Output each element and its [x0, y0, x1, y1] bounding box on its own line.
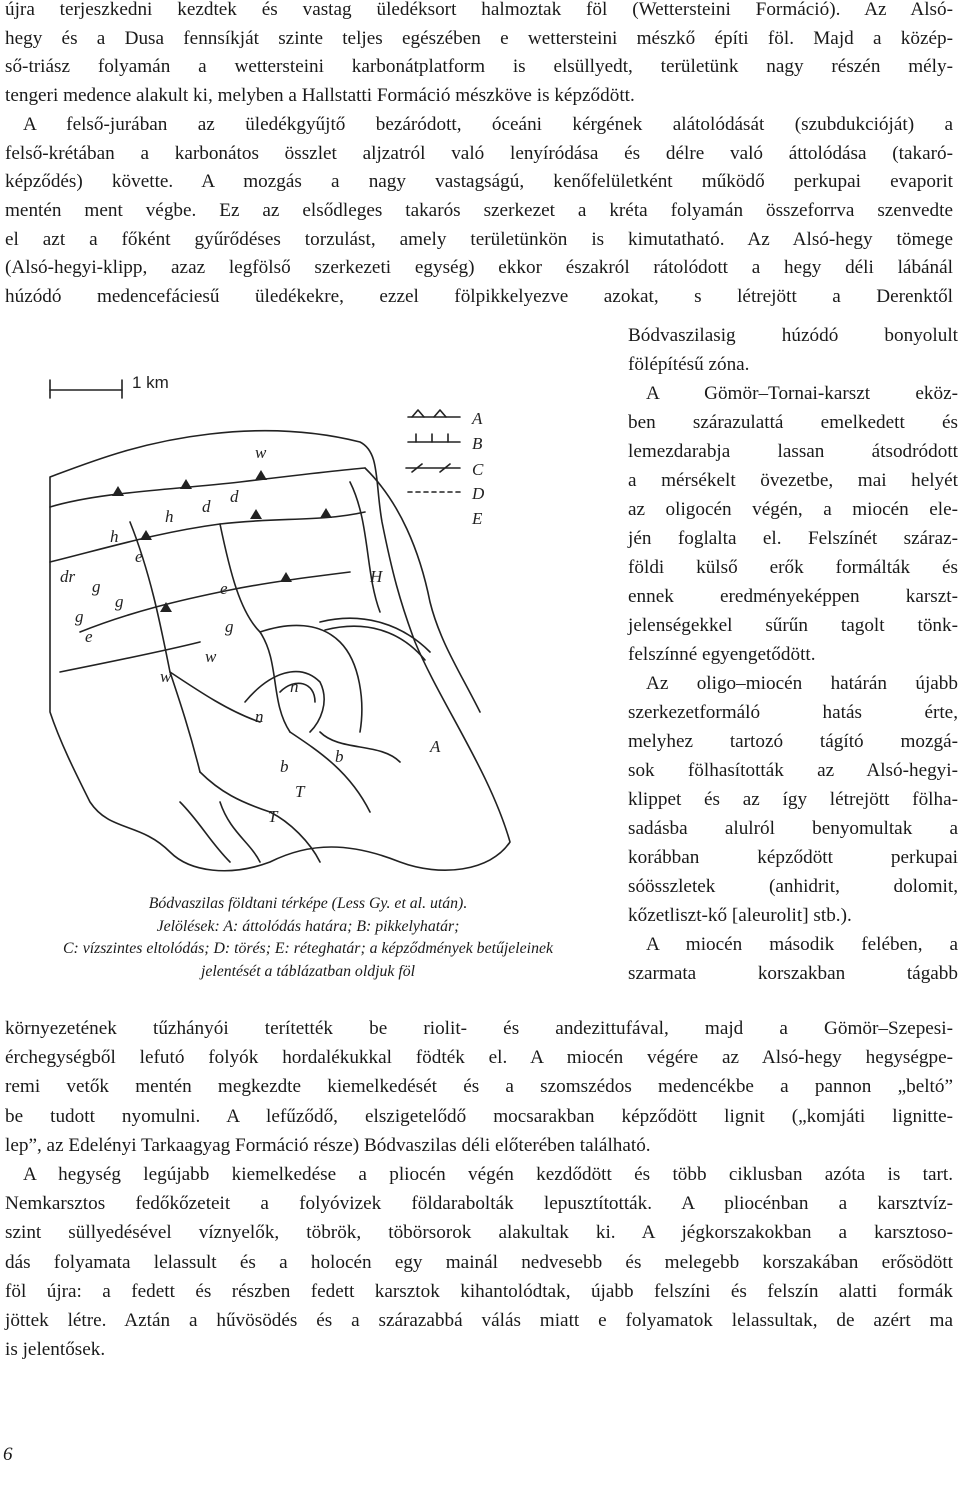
legend-label-c: C [472, 460, 484, 479]
text-line: A hegység legújabb kiemelkedése a pliocén végén kezdődött és több ciklusban azóta is tart. [23, 1164, 953, 1185]
unit-label: h [165, 507, 174, 526]
unit-label: d [202, 497, 211, 516]
text-line: a mérsékelt övezetbe, mai helyét [628, 470, 958, 491]
text-line: sok fölhasították az Alsó-hegyi- [628, 760, 958, 781]
scale-label: 1 km [132, 373, 169, 392]
text-line: sóösszletek (anhidrit, dolomit, [628, 876, 958, 897]
text-line: újra terjeszkedni kezdtek és vastag üledéksort halmoztak föl (Wettersteini Formáció). Az Alsó- [5, 0, 953, 20]
unit-label: dr [60, 567, 76, 586]
text-line: melyhez tartozó tágító mozgá- [628, 731, 958, 752]
text-line: tengeri medence alakult ki, melyben a Hallstatti Formáció mészköve is képződött. [5, 85, 635, 107]
unit-label: d [230, 487, 239, 506]
text-line: lemezdarabja lassan átsodródott [628, 441, 958, 462]
geologic-map-figure [20, 372, 516, 882]
text-line: felszínné egyengetődött. [628, 644, 816, 665]
text-line: fölépítésű zóna. [628, 354, 750, 375]
legend-label-e: E [472, 509, 483, 528]
text-line: jén foglalta el. Felszínét száraz- [628, 528, 958, 549]
unit-label: g [225, 617, 234, 636]
unit-label: e [220, 579, 228, 598]
text-line: képződés) követte. A mozgás a nagy vastagságú, kenőfelületként működő perkupai evaporit [5, 171, 953, 193]
text-line: klippet és az így létrejött fölha- [628, 789, 958, 810]
text-line: földi külső erők formálták és [628, 557, 958, 578]
text-line: érchegységből lefutó folyók hordalékukkal födték el. A miocén végére az Alsó-hegy hegységpe- [5, 1047, 953, 1069]
unit-label: e [135, 547, 143, 566]
caption-line: C: vízszintes eltolódás; D: törés; E: réteghatár; a képződmények betűjeleinek [62, 940, 553, 957]
unit-label: g [75, 607, 84, 626]
text-line: ennek eredményeképpen karszt- [628, 586, 958, 607]
text-line: felső-krétában a karbonátos összlet aljzatról való lenyíródása és délre való áttolódása (takaró- [5, 142, 953, 164]
unit-label: n [290, 677, 299, 696]
text-line: jelenségekkel sűrűn tagolt tönk- [628, 615, 958, 636]
text-line: be tudott nyomulni. A lefűződő, elszigetelődő mocsarakban képződött lignit („komjáti lignitte- [5, 1105, 953, 1127]
unit-label: e [85, 627, 93, 646]
text-line: A miocén második felében, a [646, 934, 958, 955]
legend-label-d: D [472, 484, 485, 503]
text-line: Nemkarsztos fedőkőzeteit a folyóvizek földarabolták lepusztították. A pliocénban a karsztvíz- [5, 1193, 953, 1215]
page-number: 6 [3, 1444, 13, 1465]
legend-label-a: A [472, 409, 483, 428]
text-line: Bódvaszilasig húzódó bonyolult [628, 325, 958, 346]
text-line: környezetének tűzhányói terítették be riolit- és andezittufával, majd a Gömör–Szepesi- [5, 1018, 953, 1039]
text-line: szint süllyedésével víznyelők, töbrök, töbörsorok alakultak ki. A jégkorszakokban a karsztoso- [5, 1222, 953, 1244]
text-line: kőzetliszt-kő [aleurolit] stb.). [628, 905, 852, 926]
geologic-map-svg [20, 372, 516, 882]
text-line: A Gömör–Tornai-karszt eköz- [646, 383, 958, 404]
text-line: az oligocén végén, a miocén ele- [628, 499, 958, 520]
text-line: szerkezetformáló hatás érte, [628, 702, 958, 723]
text-line: föl újra: a fedett és részben fedett karsztok kihantolódtak, újabb felszíni és felszín alatti formák [5, 1280, 953, 1302]
text-line: lep”, az Edelényi Tarkaagyag Formáció része) Bódvaszilas déli előterében található. [5, 1134, 651, 1156]
unit-label: w [205, 647, 217, 666]
text-line: jöttek létre. Aztán a hűvösödés és a szárazabbá válás miatt e folyamatok lelassultak, de azért ma [5, 1310, 953, 1331]
legend-label-b: B [472, 434, 483, 453]
unit-label: n [255, 707, 264, 726]
text-line: (Alsó-hegyi-klipp, azaz legfölső szerkezeti egység) ekkor északról rátolódott a hegy déli lábánál [5, 257, 953, 279]
unit-label: A [430, 737, 441, 756]
text-line: ső-triász folyamán a wettersteini karbonátplatform is elsüllyedt, területünk nagy részén mély- [5, 56, 953, 78]
unit-label: w [160, 667, 172, 686]
text-line: remi vetők mentén megkezdte kiemelkedését és a szomszédos medencékbe a pannon „beltó” [5, 1076, 953, 1098]
unit-label: w [255, 443, 267, 462]
unit-label: H [370, 567, 383, 586]
caption-line: Jelölések: A: áttolódás határa; B: pikkelyhatár; [156, 917, 460, 935]
text-line: szarmata korszakban tágabb [628, 963, 958, 984]
text-line: ben szárazulattá emelkedett és [628, 412, 958, 433]
text-line: dás folyamata lelassult és a holocén egy mainál nedvesebb és melegebb korszakában erősödött [5, 1251, 953, 1273]
caption-line: jelentését a táblázatban oldjuk föl [200, 962, 416, 980]
unit-label: h [110, 527, 119, 546]
text-line: is jelentősek. [5, 1339, 106, 1361]
unit-label: b [280, 757, 289, 776]
unit-label: g [115, 592, 124, 611]
text-line: el azt a főként gyűrődéses torzulást, amely területünkön is kimutatható. Az Alsó-hegy tömege [5, 228, 953, 250]
text-line: korábban képződött perkupai [628, 847, 958, 868]
unit-label: T [268, 807, 278, 826]
caption-line: Bódvaszilas földtani térképe (Less Gy. et al. után). [148, 895, 468, 912]
text-line: hegy és a Dusa fennsíkját szinte teljes egészében e wettersteini mészkő építi föl. Majd a közép- [5, 27, 953, 49]
unit-label: b [335, 747, 344, 766]
text-line: húzódó medencefáciesű üledékekre, ezzel fölpikkelyezve azokat, s létrejött a Derenktől [5, 286, 953, 307]
text-line: sadásba alulról benyomultak a [628, 818, 958, 839]
text-line: A felső-jurában az üledékgyűjtő bezáródott, óceáni kérgének alátolódását (szubdukcióját) a [23, 113, 953, 135]
text-line: mentén ment végbe. Ez az elsődleges takarós szerkezet a kréta folyamán összeforrva szenvedte [5, 199, 953, 221]
text-line: Az oligo–miocén határán újabb [646, 673, 958, 694]
unit-label: T [295, 782, 305, 801]
unit-label: g [92, 577, 101, 596]
